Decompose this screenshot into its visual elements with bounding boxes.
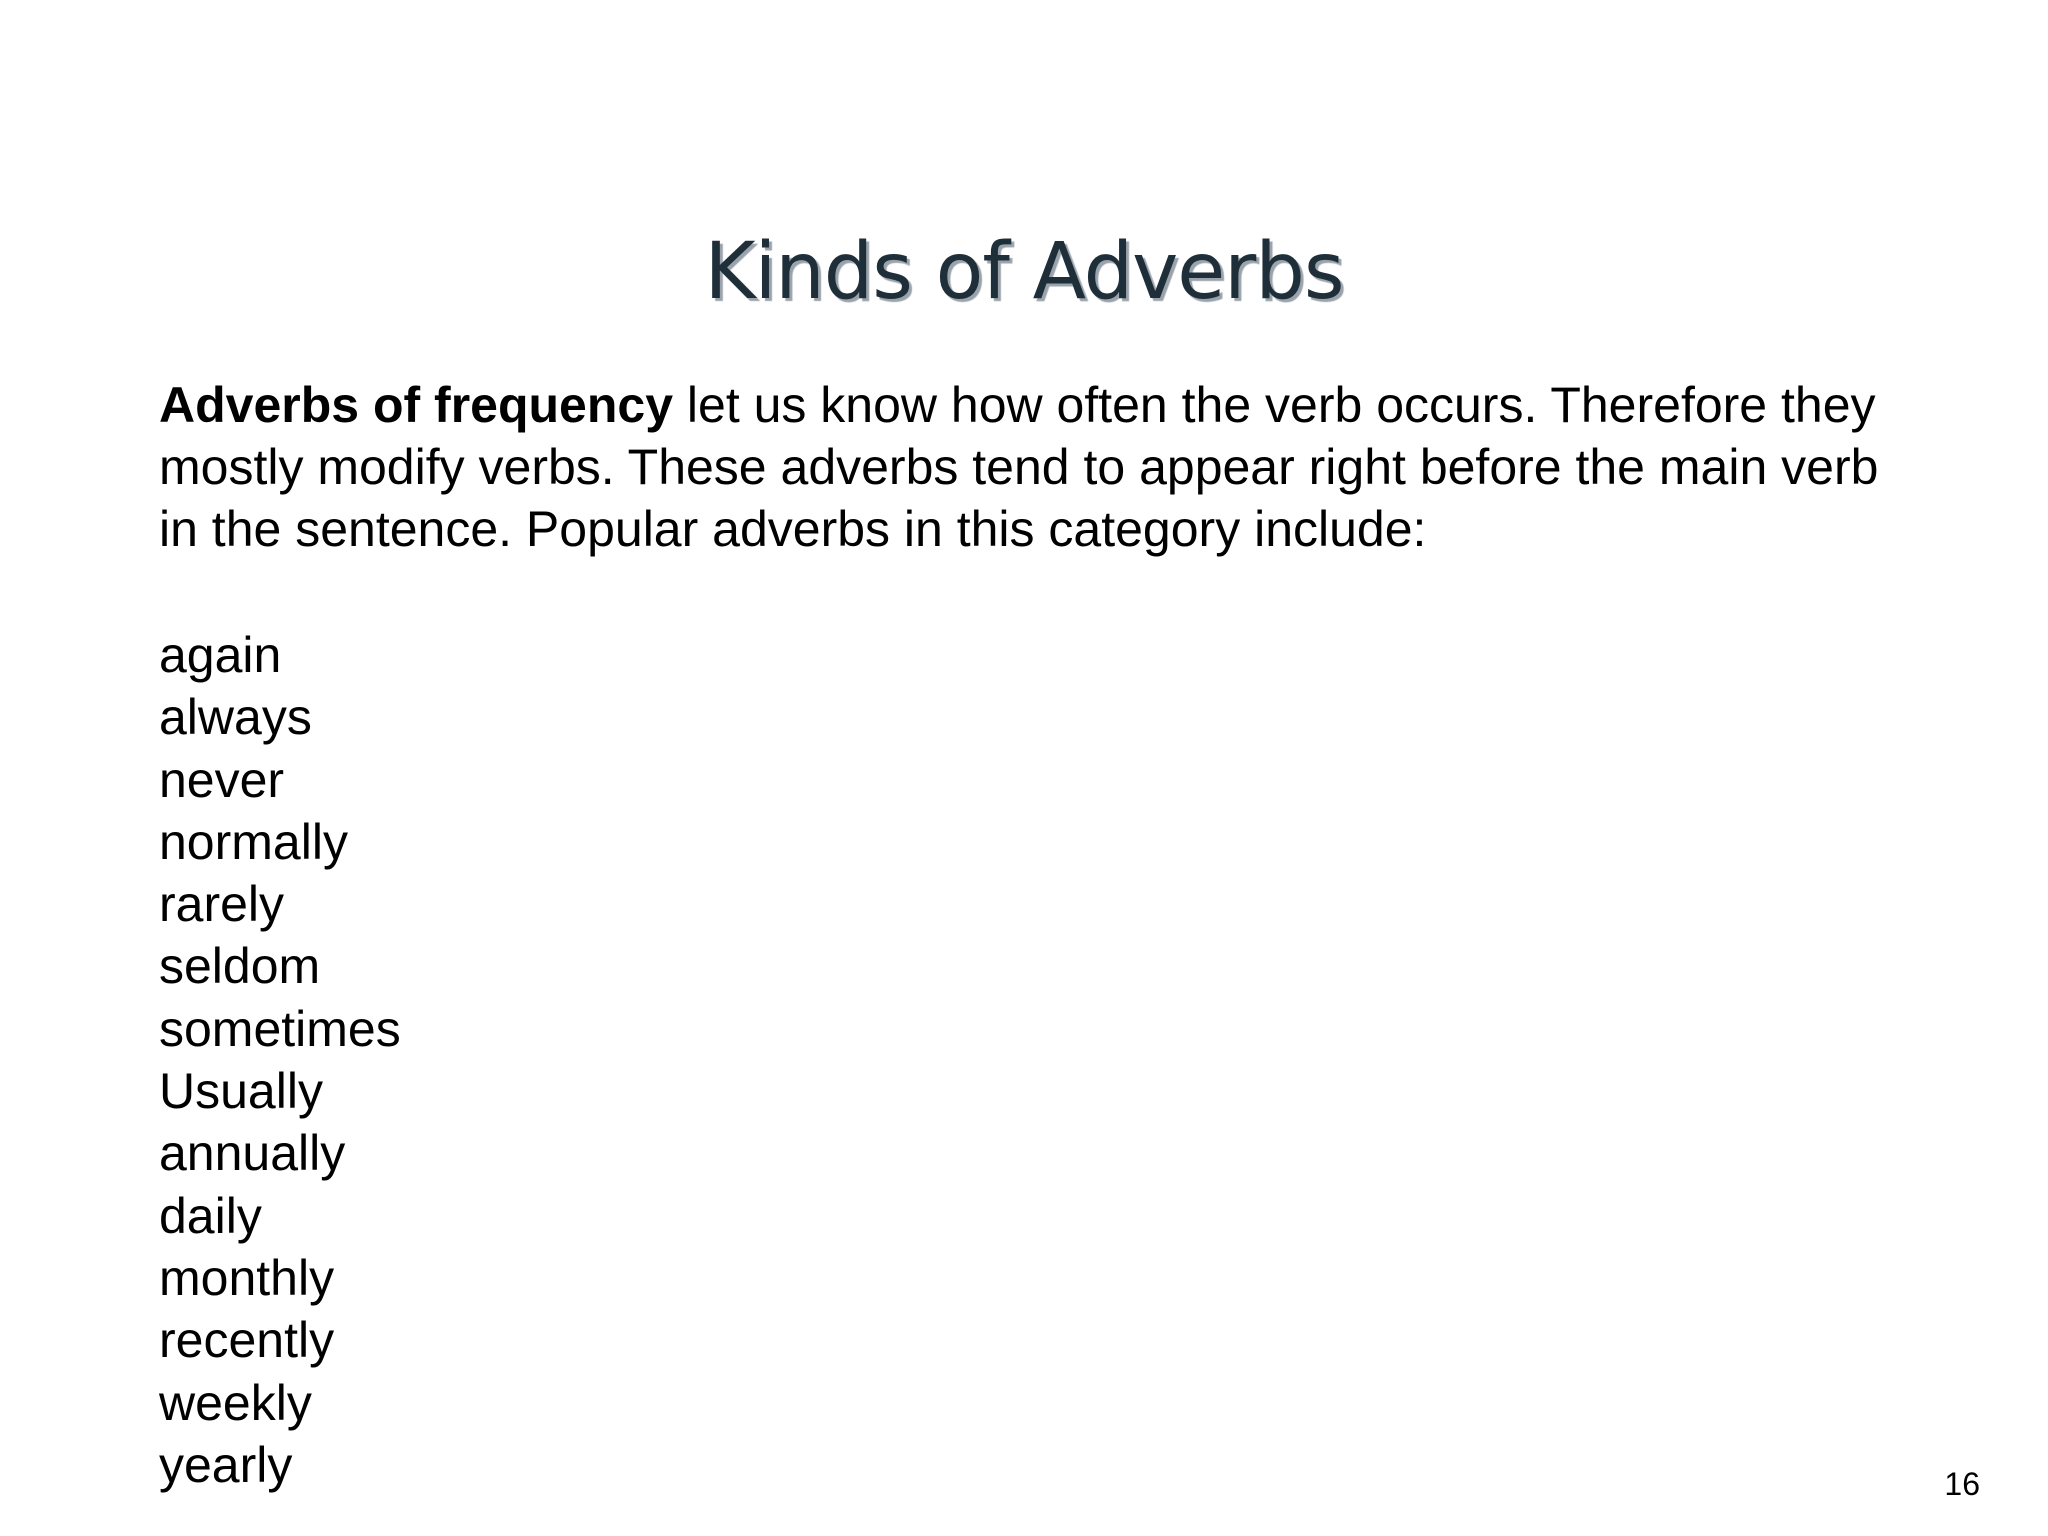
list-item: normally bbox=[159, 813, 348, 870]
list-item: never bbox=[159, 751, 285, 808]
list-item: sometimes bbox=[159, 1000, 401, 1057]
intro-term: Adverbs of frequency bbox=[159, 377, 674, 433]
slide-title: Kinds of Adverbs bbox=[704, 227, 1344, 317]
list-item: monthly bbox=[159, 1249, 335, 1306]
list-item: again bbox=[159, 627, 282, 683]
page-number: 16 bbox=[1944, 1466, 1980, 1502]
list-item: rarely bbox=[159, 876, 285, 933]
list-item: daily bbox=[159, 1187, 262, 1244]
list-item: always bbox=[159, 689, 312, 746]
list-item: yearly bbox=[159, 1436, 293, 1493]
intro-text: let us know how often the verb occurs. Therefore they mostly modify verbs. These adverbs tend to appear right before the main verb in the sentence. Popular adverbs in this category include: bbox=[159, 377, 1879, 557]
list-item: recently bbox=[159, 1312, 335, 1369]
list-item: seldom bbox=[159, 938, 321, 995]
intro-paragraph bbox=[159, 374, 1919, 560]
list-item: weekly bbox=[159, 1374, 312, 1431]
adverb-list bbox=[159, 624, 401, 1496]
list-item: annually bbox=[159, 1125, 346, 1182]
list-item: Usually bbox=[159, 1063, 323, 1120]
